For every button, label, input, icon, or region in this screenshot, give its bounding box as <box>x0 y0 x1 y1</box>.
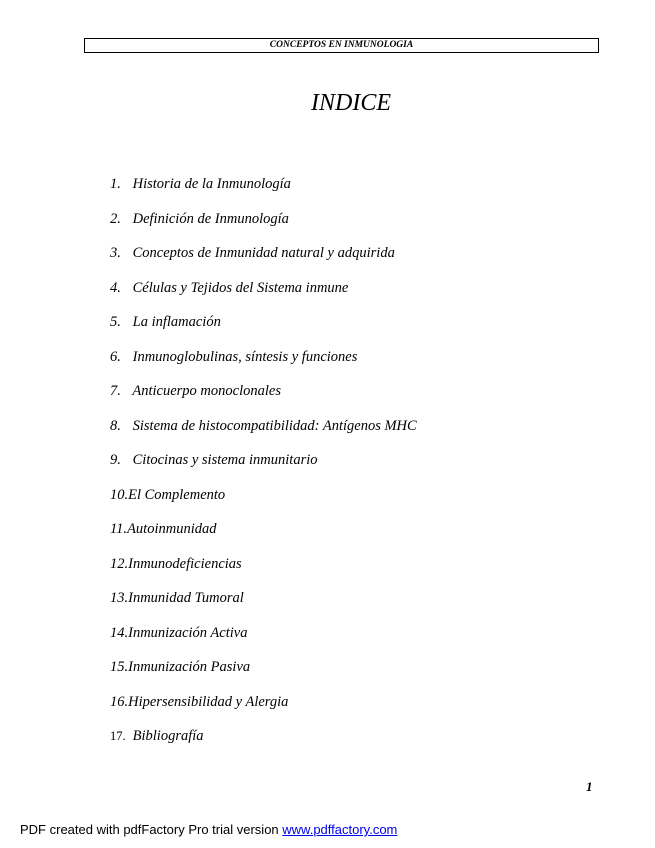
toc-item-number: 16. <box>110 693 129 710</box>
running-header-title: CONCEPTOS EN INMUNOLOGIA <box>269 40 414 50</box>
toc-item <box>110 381 590 416</box>
toc-item-number: 7. <box>110 383 121 399</box>
toc-item-number: 1. <box>110 176 121 192</box>
toc-item-text: La inflamación <box>132 314 221 330</box>
toc-item-number: 5. <box>110 314 121 330</box>
footer-link[interactable]: www.pdffactory.com <box>282 822 398 837</box>
toc-item <box>110 174 590 209</box>
toc-item-text: Inmunoglobulinas, síntesis y funciones <box>132 348 358 365</box>
toc-item-text: Inmunodeficiencias <box>128 555 242 572</box>
toc-item-number: 15. <box>110 659 129 675</box>
toc-item-number: 2. <box>110 210 121 227</box>
toc-item <box>110 588 590 623</box>
toc-item <box>110 623 590 658</box>
toc-item-text: Inmunización Activa <box>128 624 248 641</box>
page-title: INDICE <box>311 90 391 116</box>
toc-item-text: Células y Tejidos del Sistema inmune <box>132 279 349 296</box>
toc-item-number: 12. <box>110 555 129 572</box>
toc-item <box>110 347 590 382</box>
toc-item <box>110 209 590 244</box>
toc-item <box>110 312 590 347</box>
toc-item-text: Anticuerpo monoclonales <box>132 383 281 399</box>
toc-item-number: 4. <box>110 279 121 296</box>
page-number: 1 <box>586 779 593 794</box>
toc-item-number: 9. <box>110 452 121 468</box>
footer-text: PDF created with pdfFactory Pro trial version <box>20 822 283 837</box>
toc-item <box>110 416 590 451</box>
toc-item <box>110 554 590 589</box>
toc-item-number: 13. <box>110 590 129 606</box>
toc-item <box>110 726 590 761</box>
toc-item-text: Hipersensibilidad y Alergia <box>128 693 289 710</box>
toc-item <box>110 519 590 554</box>
toc-item-text: Conceptos de Inmunidad natural y adquirida <box>132 245 395 261</box>
toc-item-text: Definición de Inmunología <box>132 210 289 227</box>
toc-item-number: 6. <box>110 348 121 365</box>
toc-item-number: 10. <box>110 486 129 503</box>
toc-item-text: Inmunización Pasiva <box>128 659 251 675</box>
toc-item-number: 17. <box>110 729 126 743</box>
toc-item-text: Autoinmunidad <box>127 521 217 537</box>
toc-item <box>110 450 590 485</box>
toc-item-text: Citocinas y sistema inmunitario <box>132 452 318 468</box>
pdf-footer <box>20 822 397 837</box>
toc-item-number: 8. <box>110 417 121 434</box>
toc-item-text: El Complemento <box>128 486 226 503</box>
toc-item <box>110 657 590 692</box>
toc-item-text: Inmunidad Tumoral <box>128 590 244 606</box>
toc-item <box>110 485 590 520</box>
table-of-contents <box>110 174 590 761</box>
running-header <box>84 38 599 53</box>
toc-item-number: 3. <box>110 245 121 261</box>
toc-item <box>110 243 590 278</box>
toc-item-number: 14. <box>110 624 129 641</box>
toc-item-text: Bibliografía <box>132 728 204 744</box>
toc-item <box>110 278 590 313</box>
toc-item-text: Sistema de histocompatibilidad: Antígenos MHC <box>132 417 417 434</box>
toc-item-number: 11. <box>110 521 128 537</box>
toc-item-text: Historia de la Inmunología <box>132 176 291 192</box>
toc-item <box>110 692 590 727</box>
